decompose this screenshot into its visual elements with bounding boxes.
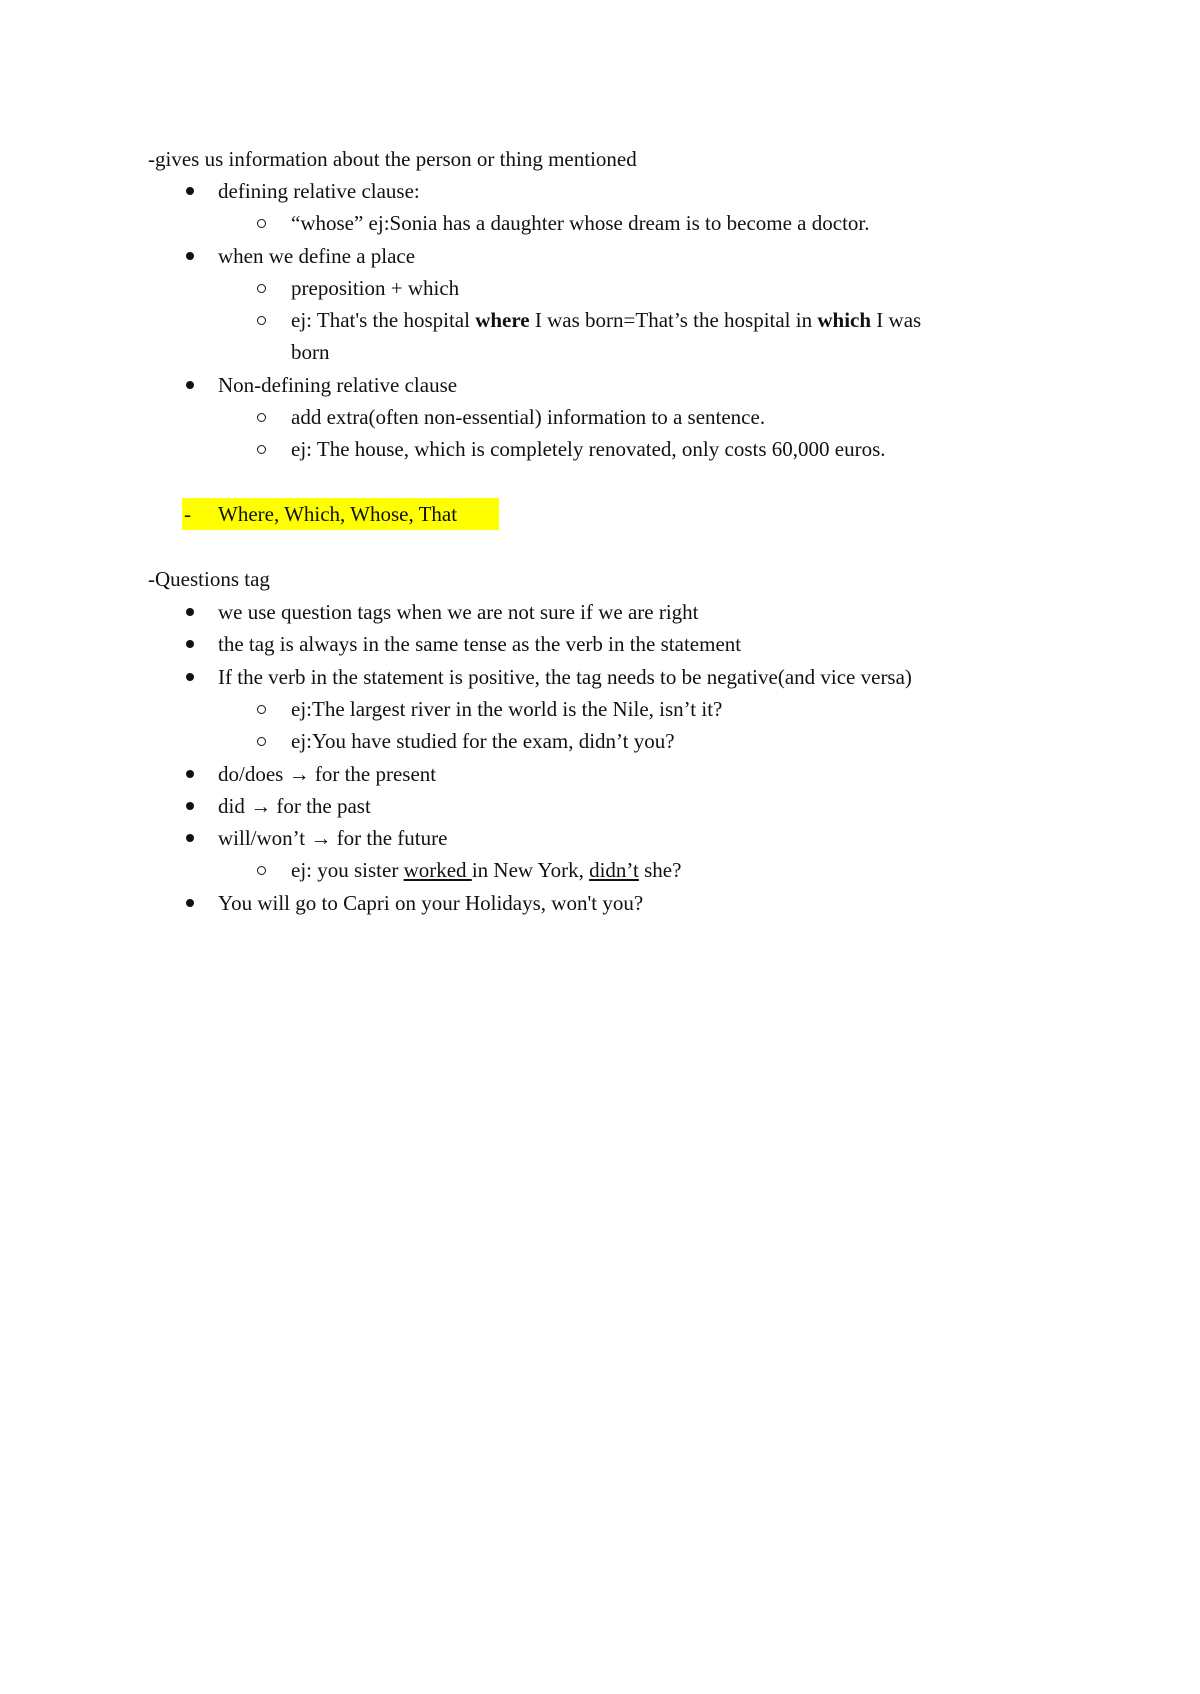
circle-bullet-icon — [257, 413, 266, 422]
place-example-continuation: born — [291, 340, 330, 364]
defining-label: defining relative clause: — [218, 179, 420, 203]
whose-example: “whose” ej:Sonia has a daughter whose dream is to become a doctor. — [291, 211, 870, 235]
bullet-icon — [186, 608, 194, 616]
sister-example-text: in New York, — [471, 858, 590, 882]
circle-bullet-icon — [257, 737, 266, 746]
bullet-icon — [186, 899, 194, 907]
circle-bullet-icon — [257, 705, 266, 714]
rule-polarity: If the verb in the statement is positive, the tag needs to be negative(and vice versa) — [218, 665, 912, 689]
bullet-icon — [186, 770, 194, 778]
circle-bullet-icon — [257, 316, 266, 325]
rule-tense: the tag is always in the same tense as the verb in the statement — [218, 632, 742, 656]
present-rule: do/does → for the present — [218, 762, 437, 786]
place-example — [291, 304, 921, 336]
place-label: when we define a place — [218, 244, 416, 268]
underlined-didnt: didn’t — [589, 858, 639, 882]
bullet-icon — [186, 802, 194, 810]
nondefining-label: Non-defining relative clause — [218, 373, 458, 397]
bullet-icon — [186, 381, 194, 389]
circle-bullet-icon — [257, 284, 266, 293]
tags-heading: -Questions tag — [148, 567, 270, 591]
past-rule: did → for the past — [218, 794, 371, 818]
place-example-text: I was — [871, 308, 922, 332]
bullet-icon — [186, 252, 194, 260]
bullet-icon — [186, 640, 194, 648]
example-exam: ej:You have studied for the exam, didn’t you? — [291, 729, 675, 753]
preposition-rule: preposition + which — [291, 276, 460, 300]
place-example-text: I was born=That’s the hospital in — [529, 308, 818, 332]
sister-example-text: ej: you sister — [291, 858, 404, 882]
circle-bullet-icon — [257, 866, 266, 875]
underlined-worked: worked — [403, 858, 472, 882]
rule-unsure: we use question tags when we are not sure if we are right — [218, 600, 699, 624]
circle-bullet-icon — [257, 219, 266, 228]
nondefining-rule: add extra(often non-essential) information to a sentence. — [291, 405, 766, 429]
capri-example: You will go to Capri on your Holidays, won't you? — [218, 891, 644, 915]
bullet-icon — [186, 673, 194, 681]
bold-where: where — [475, 308, 530, 332]
example-nile: ej:The largest river in the world is the Nile, isn’t it? — [291, 697, 723, 721]
highlight-text: Where, Which, Whose, That — [218, 502, 458, 526]
bullet-icon — [186, 187, 194, 195]
bold-which: which — [817, 308, 872, 332]
circle-bullet-icon — [257, 445, 266, 454]
bullet-icon — [186, 834, 194, 842]
sister-example — [291, 854, 681, 886]
nondefining-example: ej: The house, which is completely renovated, only costs 60,000 euros. — [291, 437, 886, 461]
highlight-dash: - — [184, 502, 191, 526]
sister-example-text: she? — [638, 858, 682, 882]
future-rule: will/won’t → for the future — [218, 826, 448, 850]
place-example-text: ej: That's the hospital — [291, 308, 476, 332]
intro-line: -gives us information about the person or thing mentioned — [148, 147, 637, 171]
